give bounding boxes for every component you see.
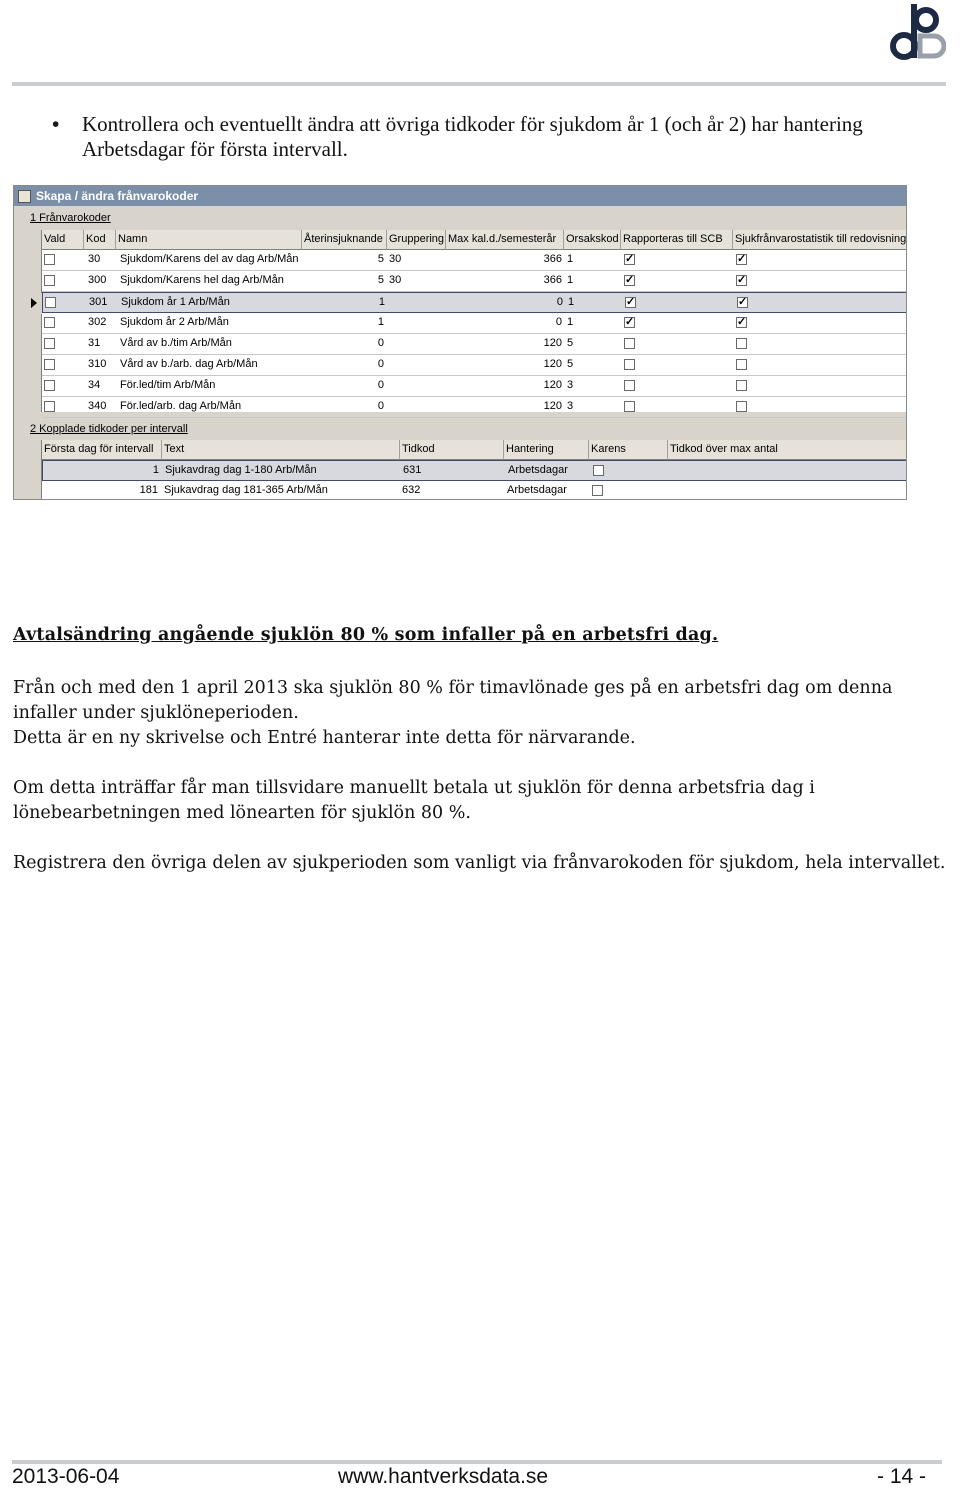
- scb-checkbox[interactable]: [624, 275, 635, 286]
- section2-label[interactable]: 2 Kopplade tidkoder per intervall: [30, 423, 188, 435]
- column-header[interactable]: Namn: [116, 230, 302, 250]
- paragraph-2: Detta är en ny skrivelse och Entré hanterar inte detta för närvarande.: [13, 728, 636, 748]
- table-row[interactable]: [42, 250, 907, 271]
- header-divider: [12, 82, 946, 86]
- scb-checkbox[interactable]: [624, 380, 635, 391]
- column-header[interactable]: Tidkod över max antal: [668, 440, 907, 460]
- gruppering-cell: 30: [389, 274, 402, 286]
- orsakskod-cell: 1: [567, 316, 574, 328]
- vald-checkbox[interactable]: [44, 338, 55, 349]
- orsakskod-cell: 1: [568, 296, 575, 308]
- max-kal-cell: 0: [556, 296, 563, 308]
- aterinsjuknande-cell: 5: [377, 253, 384, 265]
- namn-cell: Vård av b./arb. dag Arb/Mån: [120, 358, 258, 370]
- column-header[interactable]: Karens: [589, 440, 668, 460]
- max-kal-cell: 120: [543, 379, 562, 391]
- namn-cell: Sjukdom år 1 Arb/Mån: [121, 296, 230, 308]
- statistik-checkbox[interactable]: [736, 317, 747, 328]
- namn-cell: För.led/tim Arb/Mån: [120, 379, 216, 391]
- table-row[interactable]: [42, 376, 907, 397]
- max-kal-cell: 120: [543, 358, 562, 370]
- column-header[interactable]: Tidkod: [400, 440, 504, 460]
- max-kal-cell: 120: [543, 400, 562, 412]
- window-titlebar: [14, 186, 906, 206]
- gruppering-cell: 30: [389, 253, 402, 265]
- paragraph-1: Från och med den 1 april 2013 ska sjuklön 80 % för timavlönade ges på en arbetsfri dag om denna infaller under sjuklöneperioden.: [13, 678, 893, 723]
- bullet-marker: •: [52, 113, 60, 136]
- footer-divider: [12, 1460, 942, 1464]
- aterinsjuknande-cell: 0: [377, 337, 384, 349]
- column-header[interactable]: Rapporteras till SCB: [621, 230, 733, 250]
- table-row[interactable]: [42, 271, 907, 292]
- tidkod-cell: 631: [403, 464, 422, 476]
- kod-cell: 302: [88, 316, 107, 328]
- karens-checkbox[interactable]: [593, 465, 604, 476]
- table-row[interactable]: [42, 292, 907, 313]
- vald-checkbox[interactable]: [44, 380, 55, 391]
- aterinsjuknande-cell: 0: [377, 379, 384, 391]
- max-kal-cell: 0: [555, 316, 562, 328]
- column-header[interactable]: Sjukfrånvarostatistik till redovisning: [733, 230, 907, 250]
- column-header[interactable]: Vald: [42, 230, 84, 250]
- column-header[interactable]: Gruppering: [387, 230, 446, 250]
- orsakskod-cell: 1: [567, 274, 574, 286]
- vald-checkbox[interactable]: [44, 317, 55, 328]
- namn-cell: Sjukdom/Karens hel dag Arb/Mån: [120, 274, 284, 286]
- footer-page-number: - 14 -: [877, 1465, 927, 1488]
- namn-cell: Vård av b./tim Arb/Mån: [120, 337, 232, 349]
- aterinsjuknande-cell: 0: [377, 400, 384, 412]
- column-header[interactable]: Text: [162, 440, 400, 460]
- column-header[interactable]: Hantering: [504, 440, 589, 460]
- scb-checkbox[interactable]: [625, 297, 636, 308]
- column-header[interactable]: Orsakskod: [564, 230, 621, 250]
- scb-checkbox[interactable]: [624, 317, 635, 328]
- statistik-checkbox[interactable]: [736, 380, 747, 391]
- column-header[interactable]: Kod: [84, 230, 116, 250]
- table-row[interactable]: [42, 397, 907, 418]
- orsakskod-cell: 5: [567, 358, 574, 370]
- aterinsjuknande-cell: 1: [378, 296, 385, 308]
- window-icon: [18, 190, 31, 203]
- table-row[interactable]: [42, 481, 907, 500]
- kod-cell: 30: [88, 253, 101, 265]
- vald-checkbox[interactable]: [45, 297, 56, 308]
- window-title: Skapa / ändra frånvarokoder: [36, 189, 199, 203]
- app-window-screenshot: [13, 185, 907, 500]
- vald-checkbox[interactable]: [44, 254, 55, 265]
- scb-checkbox[interactable]: [624, 254, 635, 265]
- section-heading: Avtalsändring angående sjuklön 80 % som infaller på en arbetsfri dag.: [13, 625, 719, 645]
- aterinsjuknande-cell: 5: [377, 274, 384, 286]
- statistik-checkbox[interactable]: [736, 338, 747, 349]
- column-header[interactable]: Max kal.d./semesterår: [446, 230, 564, 250]
- table-row[interactable]: [42, 334, 907, 355]
- statistik-checkbox[interactable]: [736, 359, 747, 370]
- tidkod-cell: 632: [402, 484, 421, 496]
- aterinsjuknande-cell: 1: [377, 316, 384, 328]
- orsakskod-cell: 3: [567, 400, 574, 412]
- text-cell: Sjukavdrag dag 1-180 Arb/Mån: [165, 464, 317, 476]
- max-kal-cell: 366: [543, 253, 562, 265]
- bullet-text: Kontrollera och eventuellt ändra att övriga tidkoder för sjukdom år 1 (och år 2) har hantering Arbetsdagar för första intervall.: [82, 112, 863, 161]
- statistik-checkbox[interactable]: [736, 254, 747, 265]
- vald-checkbox[interactable]: [44, 359, 55, 370]
- orsakskod-cell: 1: [567, 253, 574, 265]
- column-header[interactable]: Första dag för intervall: [42, 440, 162, 460]
- column-header[interactable]: Återinsjuknande: [302, 230, 387, 250]
- namn-cell: Sjukdom/Karens del av dag Arb/Mån: [120, 253, 299, 265]
- kod-cell: 301: [89, 296, 108, 308]
- hantering-cell: Arbetsdagar: [507, 484, 567, 496]
- table-row[interactable]: [42, 460, 907, 481]
- scb-checkbox[interactable]: [624, 401, 635, 412]
- footer-website[interactable]: www.hantverksdata.se: [338, 1465, 549, 1488]
- hantering-cell: Arbetsdagar: [508, 464, 568, 476]
- orsakskod-cell: 3: [567, 379, 574, 391]
- vald-checkbox[interactable]: [44, 275, 55, 286]
- namn-cell: För.led/arb. dag Arb/Mån: [120, 400, 242, 412]
- karens-checkbox[interactable]: [592, 485, 603, 496]
- row-pointer-arrow-icon: [31, 298, 37, 308]
- scb-checkbox[interactable]: [624, 359, 635, 370]
- vald-checkbox[interactable]: [44, 401, 55, 412]
- kod-cell: 31: [88, 337, 101, 349]
- statistik-checkbox[interactable]: [737, 297, 748, 308]
- section1-label[interactable]: 1 Frånvarokoder: [30, 212, 111, 224]
- kod-cell: 34: [88, 379, 101, 391]
- namn-cell: Sjukdom år 2 Arb/Mån: [120, 316, 229, 328]
- company-logo-icon: [884, 2, 946, 62]
- kod-cell: 300: [88, 274, 107, 286]
- scb-checkbox[interactable]: [624, 338, 635, 349]
- interval-codes-grid: [41, 440, 907, 499]
- statistik-checkbox[interactable]: [736, 275, 747, 286]
- orsakskod-cell: 5: [567, 337, 574, 349]
- forsta-dag-cell: 181: [139, 484, 158, 496]
- aterinsjuknande-cell: 0: [377, 358, 384, 370]
- footer-date: 2013-06-04: [12, 1465, 120, 1488]
- forsta-dag-cell: 1: [152, 464, 159, 476]
- max-kal-cell: 120: [543, 337, 562, 349]
- table-row[interactable]: [42, 355, 907, 376]
- max-kal-cell: 366: [543, 274, 562, 286]
- absence-codes-grid: [41, 230, 907, 412]
- paragraph-3: Om detta inträffar får man tillsvidare manuellt betala ut sjuklön för denna arbetsfria dag i lönebearbetningen med lönearten för sjuklön 80 %.: [13, 778, 815, 823]
- table-row[interactable]: [42, 313, 907, 334]
- statistik-checkbox[interactable]: [736, 401, 747, 412]
- kod-cell: 310: [88, 358, 107, 370]
- text-cell: Sjukavdrag dag 181-365 Arb/Mån: [164, 484, 328, 496]
- kod-cell: 340: [88, 400, 107, 412]
- paragraph-4: Registrera den övriga delen av sjukperioden som vanligt via frånvarokoden för sjukdom, hela intervallet.: [13, 853, 946, 873]
